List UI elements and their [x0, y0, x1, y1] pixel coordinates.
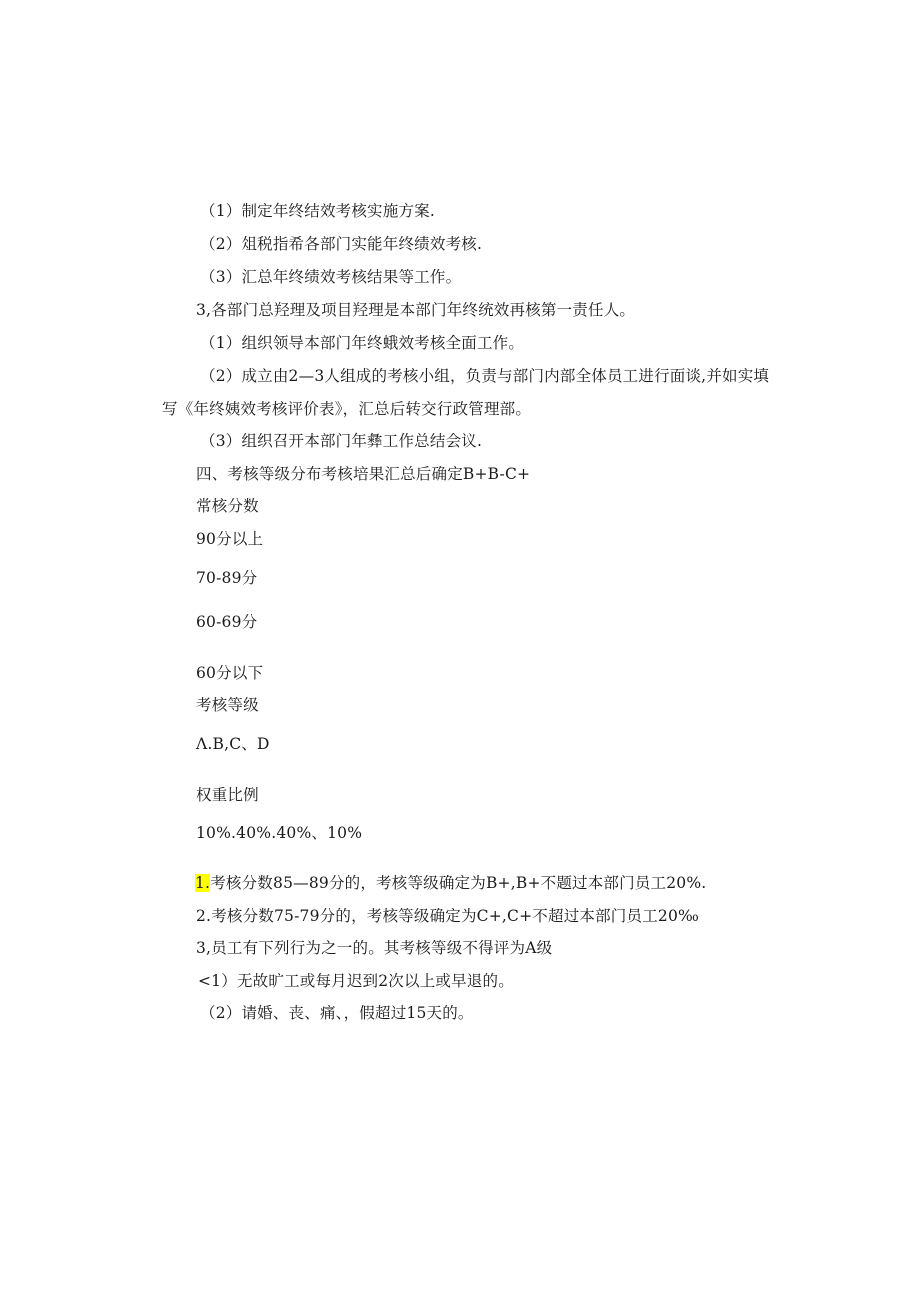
rule-line-3: 3,员工有下列行为之一的。其考核等级不得评为A级: [196, 939, 553, 957]
text-line-6: （2）成立由2—3人组成的考核小组，负责与部门内部全体员工进行面谈,并如实填: [200, 367, 770, 385]
rule-item-2: （2）请婚、丧、痛、，假超过15天的。: [200, 1004, 474, 1022]
text-line-4: 3,各部门总羟理及项目羟理是本部门年终统效再核第一责任人。: [196, 301, 636, 319]
rule-line-1: [195, 873, 706, 893]
weight-values: 10%.40%.40%、10%: [196, 824, 363, 842]
score-range-1: 90分以上: [196, 530, 264, 548]
highlighted-number: 1.: [195, 874, 211, 892]
text-line-8: （3）组织召开本部门年彝工作总结会议.: [200, 432, 483, 450]
score-range-3: 60-69分: [196, 613, 258, 631]
rule-item-1: <1）无故旷工或每月迟到2次以上或早退的。: [198, 972, 514, 990]
table-header-grade: 考核等级: [196, 696, 259, 714]
text-line-1: （1）制定年终结效考核实施方案.: [200, 202, 435, 220]
rule-line-1-text: 考核分数85—89分的，考核等级确定为B+,B+不题过本部门员工20%.: [210, 874, 707, 892]
table-header-score: 常核分数: [196, 497, 259, 515]
grade-values: Λ.B,C、D: [196, 735, 270, 753]
text-line-2: （2）俎税指希各部门实能年终绩效考核.: [200, 235, 483, 253]
text-line-5: （1）组织领导本部门年终蛾效考核全面工作。: [200, 334, 525, 352]
section-heading: 四、考核等级分布考核培果汇总后确定B+B-C+: [196, 465, 531, 483]
text-line-7: 写《年终姨效考核评价表》，汇总后转交行政管理部。: [162, 400, 532, 418]
score-range-2: 70-89分: [196, 569, 258, 587]
rule-line-2: 2.考核分数75-79分的，考核等级确定为C+,C+不超过本部门员工20‰: [196, 907, 700, 925]
text-line-3: （3）汇总年终绩效考核结果等工作。: [200, 268, 462, 286]
score-range-4: 60分以下: [196, 664, 264, 682]
table-header-weight: 权重比例: [196, 786, 259, 804]
